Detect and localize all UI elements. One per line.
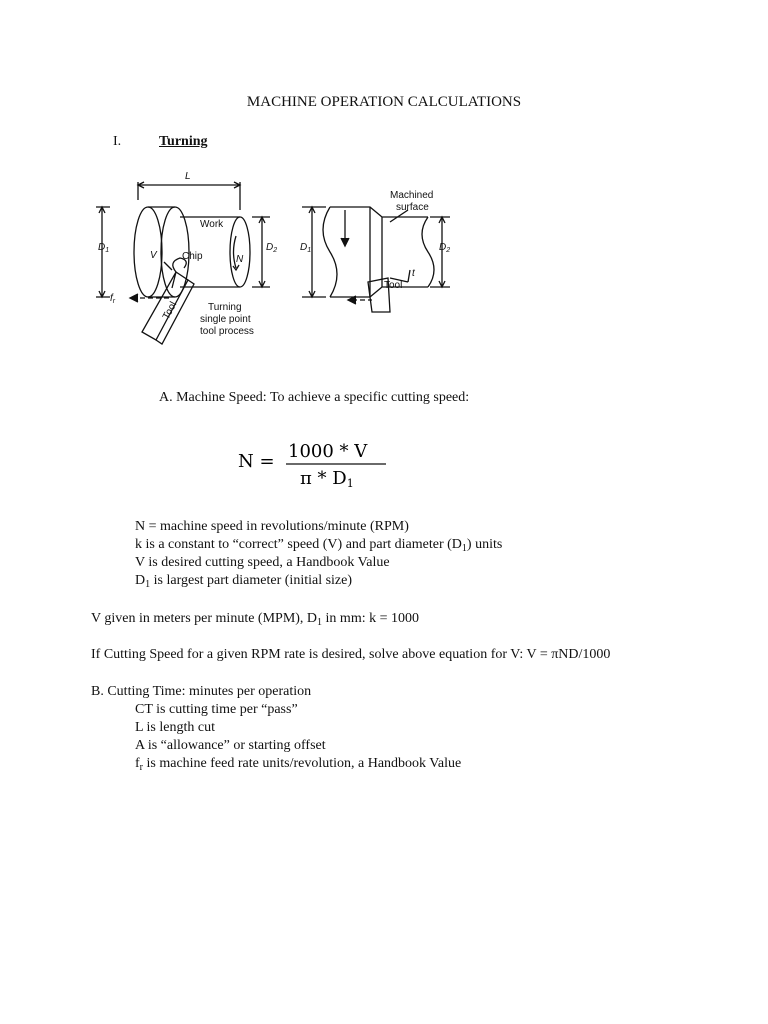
section-b-heading: B. Cutting Time: minutes per operation [91, 684, 312, 699]
section-title: Turning [159, 134, 208, 149]
definition-l: L is length cut [135, 720, 215, 735]
section-numeral: I. [113, 134, 122, 149]
svg-text:tool process: tool process [200, 326, 254, 337]
svg-text:D2: $D_2$ [266, 242, 278, 254]
equation-lhs: N = [238, 451, 275, 472]
svg-text:V: V [150, 250, 157, 261]
cutting-speed-line: If Cutting Speed for a given RPM rate is desired, solve above equation for V: V = πND/1000 [91, 647, 611, 662]
definition-k: k is a constant to “correct” speed (V) and part diameter $(D_1)$ units [135, 537, 503, 554]
definition-ct: CT is cutting time per “pass” [135, 702, 298, 717]
equation-denominator: π * D [300, 468, 347, 489]
svg-text:t: t [412, 268, 415, 279]
svg-text:D1: $D_1$ [300, 242, 312, 254]
definition-v: V is desired cutting speed, a Handbook Value [135, 555, 390, 570]
svg-text:D1: $D_1$ [98, 242, 110, 254]
turning-diagram [90, 170, 470, 350]
svg-text:π * D1: π * D1 [300, 468, 354, 490]
caption-turning: Turning [208, 302, 242, 313]
side-view-workpiece [323, 207, 428, 297]
workpiece-left-end [134, 207, 162, 297]
svg-text:N: N [236, 254, 244, 265]
label-machined-surface: Machined [390, 190, 434, 201]
label-work: Work [200, 219, 224, 230]
definition-d1: $D_1$ is largest part diameter (initial size) [135, 573, 353, 590]
units-line: V given in meters per minute (MPM), $D_1$ in mm: k = 1000 [91, 611, 420, 628]
speed-equation [236, 437, 406, 490]
section-a-heading: A. Machine Speed: To achieve a specific cutting speed: [159, 390, 470, 405]
svg-text:surface: surface [396, 202, 429, 213]
label-tool: Tool [160, 300, 180, 322]
svg-text:D2: $D_2$ [439, 242, 451, 254]
definition-fr: $f_r$ is machine feed rate units/revolution, a Handbook Value [135, 756, 462, 773]
page-title: MACHINE OPERATION CALCULATIONS [246, 94, 522, 110]
definition-n: N = machine speed in revolutions/minute (RPM) [135, 519, 409, 534]
svg-text:L [185, 171, 191, 182]
label-tool-right: Tool [384, 280, 403, 291]
definition-a: A is “allowance” or starting offset [135, 738, 326, 753]
svg-text:fr: $f_r$ [110, 293, 116, 305]
svg-text:single point: single point [200, 314, 251, 325]
equation-numerator: 1000 * V [288, 441, 368, 462]
label-L: L [185, 171, 191, 182]
label-chip: Chip [182, 251, 203, 262]
